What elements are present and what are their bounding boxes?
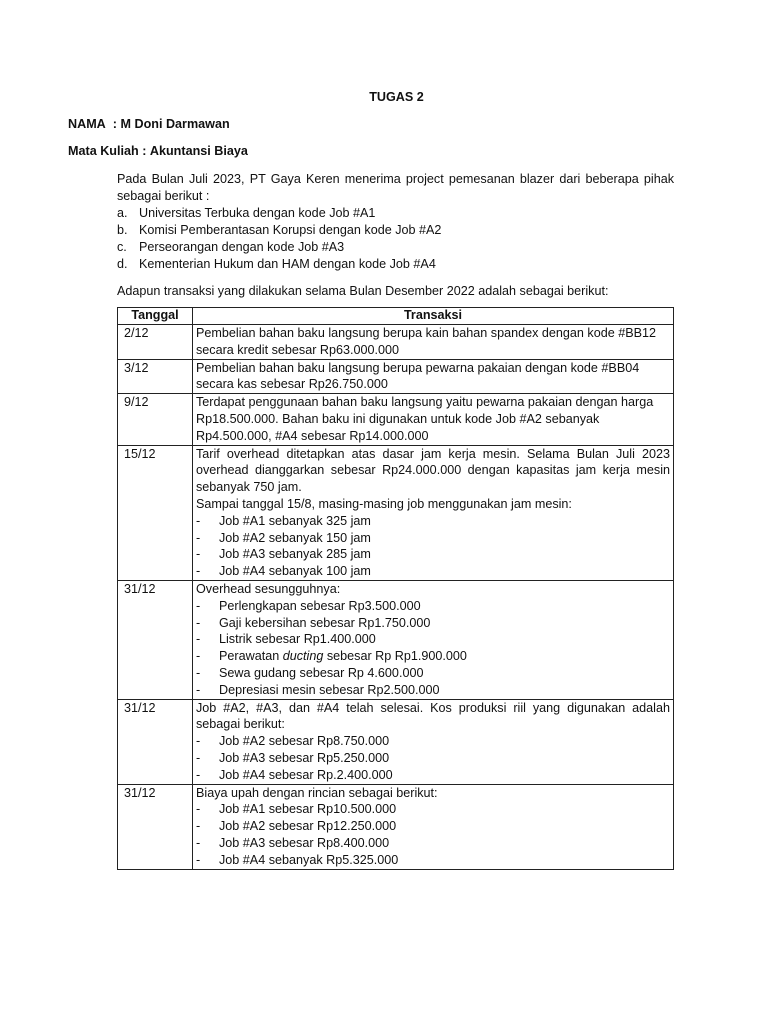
list-item-text: Job #A4 sebanyak Rp5.325.000 bbox=[219, 852, 399, 867]
transaction-text: Tarif overhead ditetapkan atas dasar jam kerja mesin. Selama Bulan Juli 2023 overhead dianggarkan sebesar Rp24.000.000 dengan kapasitas jam kerja mesin sebanyak 750 jam. bbox=[196, 446, 670, 495]
list-item-text: Depresiasi mesin sebesar Rp2.500.000 bbox=[219, 682, 440, 697]
list-item bbox=[196, 530, 670, 547]
list-item-text-pre: Perawatan bbox=[219, 649, 280, 664]
dash-marker: - bbox=[196, 530, 201, 545]
overhead-list bbox=[196, 598, 670, 699]
list-item bbox=[196, 750, 670, 767]
list-marker: d. bbox=[117, 257, 128, 271]
list-item bbox=[196, 598, 670, 615]
list-item bbox=[196, 631, 670, 648]
list-item bbox=[117, 222, 674, 239]
dash-marker: - bbox=[196, 734, 201, 749]
list-item-text: Kementerian Hukum dan HAM dengan kode Job #A4 bbox=[139, 257, 436, 271]
list-item bbox=[196, 801, 670, 818]
date-cell: 9/12 bbox=[118, 394, 193, 445]
transactions-table bbox=[117, 307, 674, 870]
client-list bbox=[117, 205, 674, 273]
dash-marker: - bbox=[196, 615, 201, 630]
dash-marker: - bbox=[196, 750, 201, 765]
student-name-line bbox=[68, 116, 230, 133]
machine-hours-list bbox=[196, 513, 670, 580]
list-item-text: Job #A2 sebesar Rp12.250.000 bbox=[219, 819, 397, 834]
dash-marker: - bbox=[196, 802, 201, 817]
document-title: TUGAS 2 bbox=[369, 90, 424, 104]
dash-marker: - bbox=[196, 649, 201, 664]
list-item-text: Listrik sebesar Rp1.400.000 bbox=[219, 632, 376, 647]
list-item-text: Perlengkapan sebesar Rp3.500.000 bbox=[219, 598, 421, 613]
list-item-text-emphasis: ducting bbox=[282, 649, 324, 664]
list-item-text: Job #A3 sebanyak 285 jam bbox=[219, 547, 371, 562]
transactions-intro: Adapun transaksi yang dilakukan selama Bulan Desember 2022 adalah sebagai berikut: bbox=[117, 284, 609, 298]
list-item-text: Job #A4 sebanyak 100 jam bbox=[219, 564, 371, 579]
list-item bbox=[196, 513, 670, 530]
date-cell: 31/12 bbox=[118, 699, 193, 784]
dash-marker: - bbox=[196, 564, 201, 579]
list-marker: b. bbox=[117, 223, 128, 237]
list-item bbox=[196, 546, 670, 563]
list-item-text: Perseorangan dengan kode Job #A3 bbox=[139, 240, 345, 254]
table-row bbox=[118, 699, 674, 784]
column-header-transaction: Transaksi bbox=[193, 308, 674, 325]
list-item-text: Job #A2 sebesar Rp8.750.000 bbox=[219, 734, 390, 749]
list-item bbox=[117, 256, 674, 273]
table-row bbox=[118, 445, 674, 580]
dash-marker: - bbox=[196, 682, 201, 697]
name-value: M Doni Darmawan bbox=[120, 117, 230, 131]
dash-marker: - bbox=[196, 819, 201, 834]
name-label: NAMA bbox=[68, 117, 106, 131]
list-item-text: Job #A2 sebanyak 150 jam bbox=[219, 530, 371, 545]
list-item bbox=[117, 239, 674, 256]
list-item bbox=[196, 615, 670, 632]
intro-paragraph: Pada Bulan Juli 2023, PT Gaya Keren menerima project pemesanan blazer dari beberapa pihak sebagai berikut : bbox=[117, 172, 674, 203]
list-item bbox=[196, 767, 670, 784]
dash-marker: - bbox=[196, 547, 201, 562]
course-separator: : bbox=[142, 144, 147, 158]
table-row bbox=[118, 359, 674, 394]
list-item-text: Komisi Pemberantasan Korupsi dengan kode Job #A2 bbox=[139, 223, 442, 237]
list-item-text: Job #A3 sebesar Rp5.250.000 bbox=[219, 750, 390, 765]
dash-marker: - bbox=[196, 632, 201, 647]
list-item bbox=[196, 852, 670, 869]
date-cell: 31/12 bbox=[118, 784, 193, 869]
dash-marker: - bbox=[196, 852, 201, 867]
transaction-text: Overhead sesungguhnya: bbox=[196, 581, 341, 596]
transaction-cell: Terdapat penggunaan bahan baku langsung yaitu pewarna pakaian dengan harga Rp18.500.000. Bahan baku ini digunakan untuk kode Job #A2 sebanyak Rp4.500.000, #A4 sebesar Rp14.000.000 bbox=[193, 394, 674, 445]
name-separator: : bbox=[112, 117, 117, 131]
table-row bbox=[118, 394, 674, 445]
course-value: Akuntansi Biaya bbox=[149, 144, 248, 158]
list-item-text-post: sebesar Rp Rp1.900.000 bbox=[326, 649, 467, 664]
list-item bbox=[196, 563, 670, 580]
list-marker: c. bbox=[117, 240, 127, 254]
date-cell: 3/12 bbox=[118, 359, 193, 394]
table-row bbox=[118, 325, 674, 360]
dash-marker: - bbox=[196, 513, 201, 528]
dash-marker: - bbox=[196, 835, 201, 850]
date-cell: 2/12 bbox=[118, 325, 193, 360]
list-item bbox=[196, 733, 670, 750]
list-item-text: Universitas Terbuka dengan kode Job #A1 bbox=[139, 206, 376, 220]
transaction-cell: Pembelian bahan baku langsung berupa pewarna pakaian dengan kode #BB04 secara kas sebesar Rp26.750.000 bbox=[193, 359, 674, 394]
list-item-text: Job #A1 sebesar Rp10.500.000 bbox=[219, 802, 397, 817]
dash-marker: - bbox=[196, 598, 201, 613]
transaction-cell bbox=[193, 784, 674, 869]
transaction-text: Biaya upah dengan rincian sebagai berikut: bbox=[196, 785, 438, 800]
date-cell: 31/12 bbox=[118, 580, 193, 699]
column-header-date: Tanggal bbox=[118, 308, 193, 325]
transaction-cell bbox=[193, 580, 674, 699]
table-header-row bbox=[118, 308, 674, 325]
list-item-text: Sewa gudang sebesar Rp 4.600.000 bbox=[219, 665, 424, 680]
wage-list bbox=[196, 801, 670, 868]
dash-marker: - bbox=[196, 767, 201, 782]
list-item bbox=[196, 682, 670, 699]
list-item bbox=[196, 665, 670, 682]
list-item-text: Job #A4 sebesar Rp.2.400.000 bbox=[219, 767, 393, 782]
dash-marker: - bbox=[196, 665, 201, 680]
transaction-cell: Pembelian bahan baku langsung berupa kain bahan spandex dengan kode #BB12 secara kredit sebesar Rp63.000.000 bbox=[193, 325, 674, 360]
date-cell: 15/12 bbox=[118, 445, 193, 580]
production-cost-list bbox=[196, 733, 670, 783]
transaction-cell bbox=[193, 699, 674, 784]
table-row bbox=[118, 784, 674, 869]
list-item bbox=[196, 835, 670, 852]
list-item bbox=[117, 205, 674, 222]
list-item bbox=[196, 648, 670, 665]
transaction-text: Job #A2, #A3, dan #A4 telah selesai. Kos produksi riil yang digunakan adalah sebagai berikut: bbox=[196, 700, 670, 732]
transaction-cell bbox=[193, 445, 674, 580]
transaction-text: Sampai tanggal 15/8, masing-masing job menggunakan jam mesin: bbox=[196, 496, 572, 511]
list-item-text: Gaji kebersihan sebesar Rp1.750.000 bbox=[219, 615, 431, 630]
course-line bbox=[68, 143, 248, 160]
table-row bbox=[118, 580, 674, 699]
list-item bbox=[196, 818, 670, 835]
list-item-text: Job #A1 sebanyak 325 jam bbox=[219, 513, 371, 528]
list-marker: a. bbox=[117, 206, 128, 220]
course-label: Mata Kuliah bbox=[68, 144, 139, 158]
list-item-text: Job #A3 sebesar Rp8.400.000 bbox=[219, 835, 390, 850]
